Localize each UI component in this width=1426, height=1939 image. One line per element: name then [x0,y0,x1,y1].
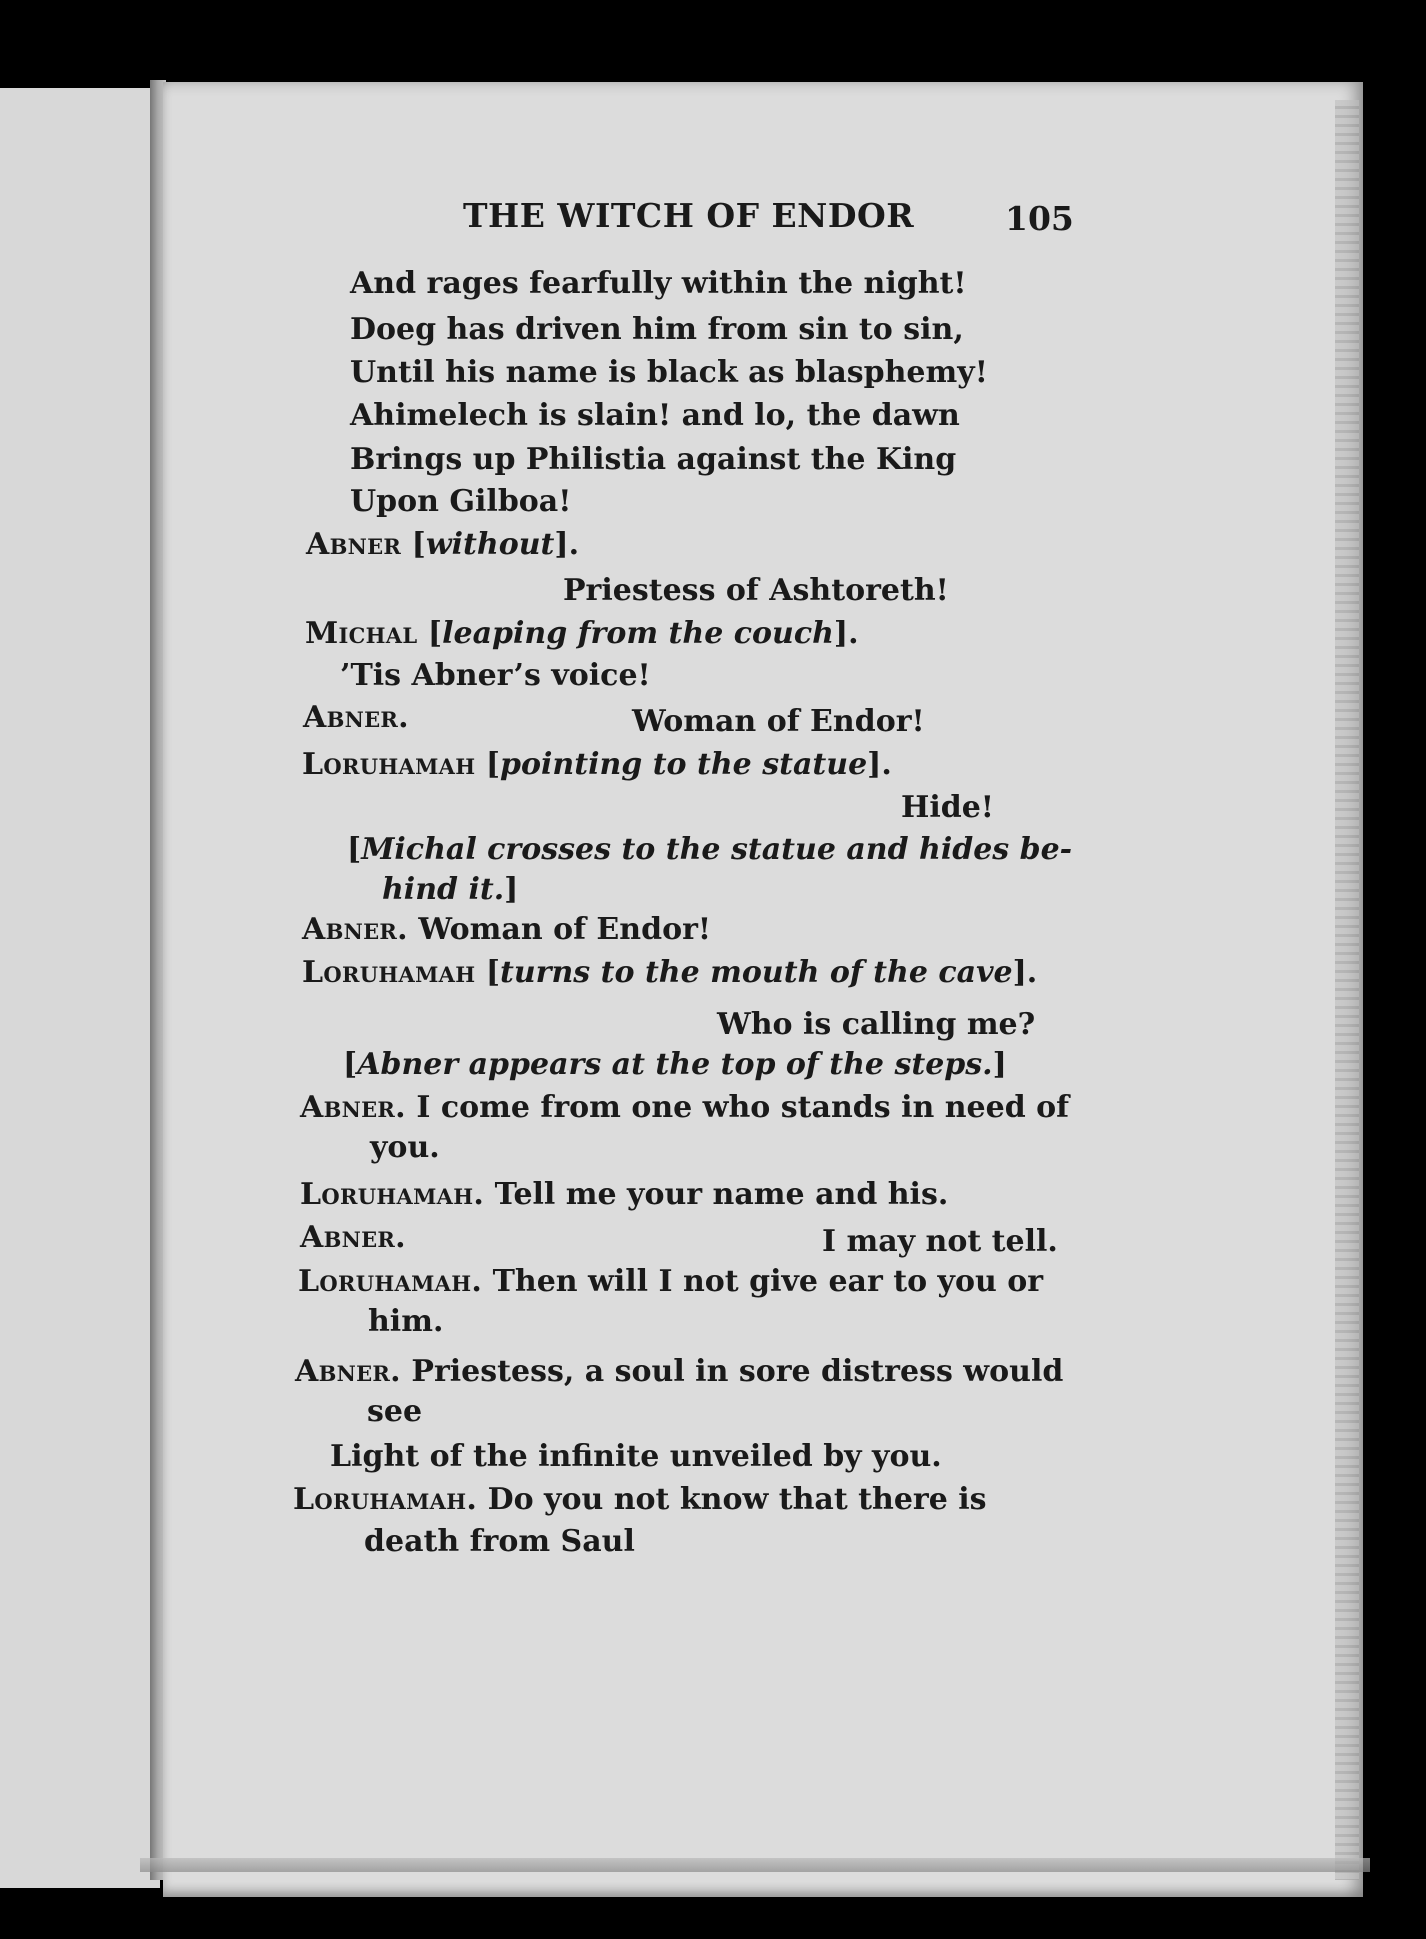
line-text: ]. [1012,955,1038,990]
speaker-name: Loruhamah. [300,1177,485,1212]
line-text: ’Tis Abner’s voice! [340,658,651,693]
line-text: Woman of Endor! [632,704,925,739]
text-line [367,1392,422,1432]
text-line [350,310,964,350]
line-text: death from Saul [364,1524,635,1559]
text-line [350,440,956,480]
line-text: I come from one who stands in need of [405,1090,1070,1125]
line-text: ]. [867,747,892,782]
text-line [293,1480,987,1520]
line-text: Do you not know that there is [477,1482,987,1517]
text-line [300,1218,406,1258]
text-line [306,525,579,565]
text-line [305,614,859,654]
line-text: Upon Gilboa! [350,484,572,519]
speaker-name: Michal [305,616,418,651]
stage-direction: Michal crosses to the statue and hides be- [361,832,1073,867]
line-text: Tell me your name and his. [484,1177,949,1212]
line-text: ]. [554,527,580,562]
stage-direction: turns to the mouth of the cave [500,955,1013,990]
text-line [632,702,925,742]
stage-direction: without [425,527,555,562]
speaker-name: Loruhamah [302,955,476,990]
page-number: 105 [1005,199,1074,238]
stage-direction: leaping from the couch [442,616,834,651]
stage-direction: pointing to the statue [500,747,868,782]
line-text: [ [343,1047,358,1082]
text-line [330,1437,942,1477]
line-text: [ [475,955,501,990]
line-text: Light of the infinite unveiled by you. [330,1439,942,1474]
speaker-name: Loruhamah. [293,1482,478,1517]
line-text: Priestess of Ashtoreth! [563,573,949,608]
stage-direction: hind it. [382,872,505,907]
text-line [382,870,518,910]
line-text: And rages fearfully within the night! [350,266,967,301]
text-line [300,1088,1069,1128]
text-line [302,745,892,785]
line-text: Brings up Philistia against the King [350,442,957,477]
speaker-name: Abner. [300,1220,406,1255]
speaker-name: Loruhamah. [298,1264,483,1299]
line-text: ] [992,1047,1007,1082]
line-text: Ahimelech is slain! and lo, the dawn [350,398,960,433]
text-line [901,788,994,828]
text-line [368,1302,443,1342]
text-line [300,1175,948,1215]
speaker-name: Abner. [295,1354,401,1389]
stage-direction: Abner appears at the top of the steps. [357,1047,993,1082]
line-text: you. [370,1130,440,1165]
line-text: I may not tell. [822,1224,1058,1259]
text-line [302,953,1037,993]
text-line [303,698,409,738]
text-line [563,571,949,611]
line-text: [ [417,616,443,651]
speaker-name: Abner [306,527,402,562]
line-text: Then will I not give ear to you or [482,1264,1044,1299]
text-line [340,656,651,696]
text-line [298,1262,1043,1302]
line-text: Who is calling me? [717,1007,1036,1042]
line-text: Woman of Endor! [407,912,712,947]
text-line [347,830,1072,870]
text-line [350,482,571,522]
line-text: Hide! [901,790,994,825]
line-text: ]. [833,616,859,651]
line-text: [ [475,747,501,782]
text-line [343,1045,1007,1085]
line-text: [ [347,832,362,867]
text-line [822,1222,1058,1262]
line-text: Until his name is black as blasphemy! [350,355,988,390]
line-text: Priestess, a soul in sore distress would [400,1354,1064,1389]
line-text: Doeg has driven him from sin to sin, [350,312,964,347]
running-head: THE WITCH OF ENDOR [463,196,915,235]
text-line [295,1352,1063,1392]
text-line [350,396,960,436]
speaker-name: Abner. [303,700,409,735]
text-line [302,910,711,950]
speaker-name: Loruhamah [302,747,476,782]
text-line [370,1128,440,1168]
line-text: him. [368,1304,444,1339]
text-line [364,1522,635,1562]
text-line [350,353,988,393]
line-text: ] [504,872,519,907]
line-text: see [367,1394,423,1429]
text-line [717,1005,1035,1045]
line-text: [ [401,527,426,562]
text-line [350,264,967,304]
speaker-name: Abner. [302,912,408,947]
speaker-name: Abner. [300,1090,406,1125]
